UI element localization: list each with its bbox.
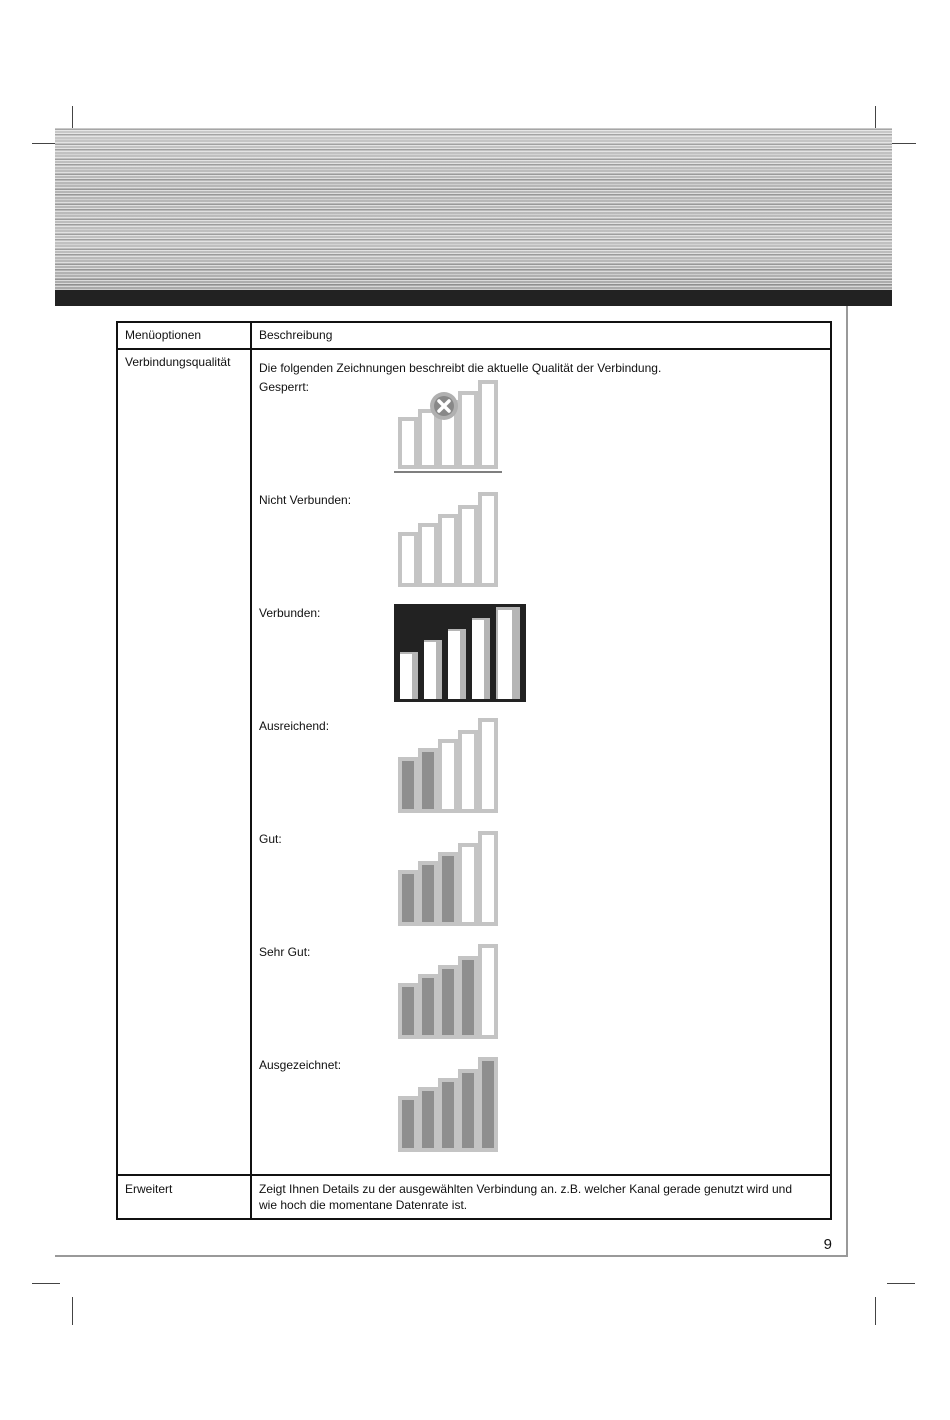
quality-label: Gut: (259, 832, 282, 846)
signal-excellent-icon (394, 1056, 514, 1156)
quality-label: Sehr Gut: (259, 945, 311, 959)
signal-locked-icon (394, 378, 514, 478)
quality-label: Ausreichend: (259, 719, 330, 733)
quality-state-very-good (259, 943, 823, 1056)
crop-mark (32, 143, 56, 144)
quality-state-good (259, 830, 823, 943)
advanced-description-line: wie hoch die momentane Datenrate ist. (259, 1198, 468, 1212)
table-header-row (117, 322, 831, 349)
header-menu-options: Menüoptionen (117, 322, 251, 349)
quality-state-connected (259, 604, 823, 717)
header-dark-bar (55, 290, 892, 306)
quality-label: Verbunden: (259, 606, 321, 620)
crop-mark (72, 1297, 73, 1325)
advanced-description (251, 1175, 831, 1219)
header-description: Beschreibung (251, 322, 831, 349)
crop-mark (892, 143, 916, 144)
signal-good-icon (394, 830, 514, 930)
quality-label: Nicht Verbunden: (259, 493, 352, 507)
crop-mark (72, 106, 73, 130)
option-connection-quality: Verbindungsqualität (117, 349, 251, 1175)
quality-state-sufficient (259, 717, 823, 830)
signal-very-good-icon (394, 943, 514, 1043)
advanced-description-line: Zeigt Ihnen Details zu der ausgewählten Verbindung an. z.B. welcher Kanal gerade genutzt wird und (259, 1182, 793, 1196)
crop-mark (875, 106, 876, 130)
signal-connected-icon (394, 604, 526, 702)
menu-options-table (116, 321, 832, 1220)
signal-sufficient-icon (394, 717, 514, 817)
connection-quality-description (251, 349, 831, 1175)
signal-not-connected-icon (394, 491, 514, 591)
crop-mark (32, 1283, 60, 1284)
quality-state-excellent (259, 1056, 823, 1169)
quality-intro-text: Die folgenden Zeichnungen beschreibt die aktuelle Qualität der Verbindung. (259, 361, 662, 375)
quality-state-locked (259, 378, 823, 491)
page-frame-right (846, 306, 848, 1256)
page-frame-bottom (55, 1255, 848, 1257)
table-row (117, 349, 831, 1175)
brushed-metal-banner (55, 128, 892, 290)
quality-label: Gesperrt: (259, 380, 310, 394)
crop-mark (875, 1297, 876, 1325)
quality-label: Ausgezeichnet: (259, 1058, 342, 1072)
table-row (117, 1175, 831, 1219)
option-advanced: Erweitert (117, 1175, 251, 1219)
page-number: 9 (823, 1236, 832, 1253)
crop-mark (887, 1283, 915, 1284)
quality-state-not-connected (259, 491, 823, 604)
